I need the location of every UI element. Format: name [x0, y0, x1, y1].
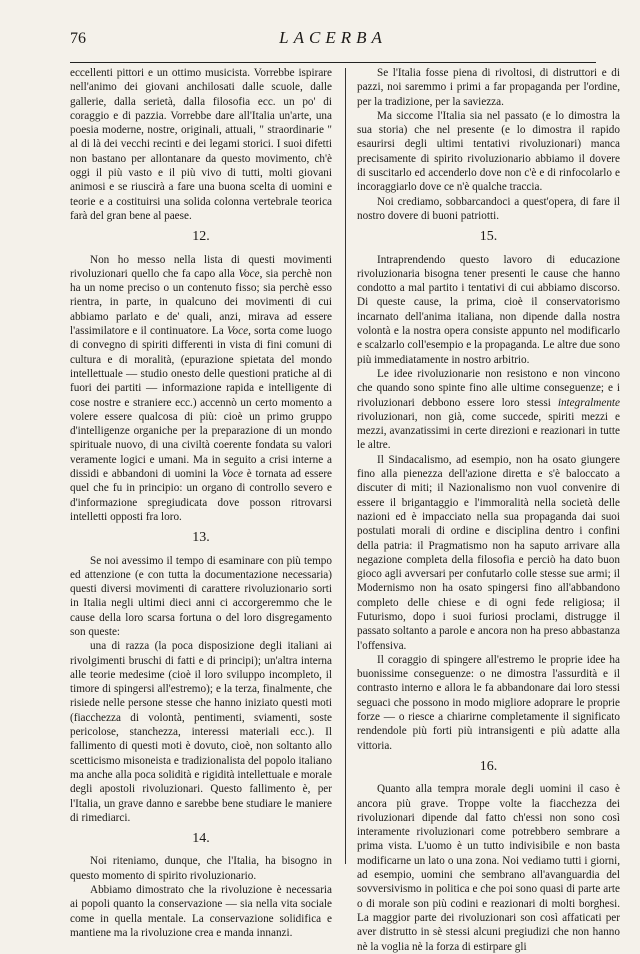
section-heading-12: 12.: [192, 229, 210, 245]
paragraph: Ma siccome l'Italia sia nel passato (e lo dimostra la sua storia) che nel presente (e lo dimostra il rapido esaurirsi degli ultimi tentativi rivoluzionari) manca precisamente di spirito rivoluzionario abbiamo il dovere di suscitarlo ed accenderlo dove non c'è e di rinfocolarlo e incoraggiarlo dove ce n'è qualche traccia.: [357, 109, 620, 194]
paragraph: una di razza (la poca disposizione degli italiani ai rivolgimenti bruschi di fatti e di principi); un'altra interna alle teorie medesime (cioè il loro sviluppo incompleto, il timore di spingersi all'estremo); e la terza, finalmente, che risiede nelle persone stesse che hanno iniziato questi moti (fiacchezza di volontà, pentimenti, sviamenti, soste pericolose, stanchezza, interessi materiali ecc.). Il fallimento di questi moti è dovuto, cioè, non soltanto allo scetticismo misoneista e tradizionalista del popolo italiano ma anche alla poca solidità e rigidità intellettuale e morale degli apostoli rivoluzionari. Questo fallimento è, per l'Italia, un grave danno e sarebbe bene studiare le maniere di rimediarci.: [70, 640, 332, 824]
paragraph: Intraprendendo questo lavoro di educazione rivoluzionaria bisogna tener presenti le cause che hanno condotto a mal partito i tentativi di cui abbiamo discorso. Di queste cause, la prima, cioè il conservatorismo incarnato dell'anima italiana, non dipende dalla nostra volontà e la nostra opera consiste appunto nel modificarlo e scalzarlo coll'esempio e la propaganda. Le altre due sono più immediatamente in nostro arbitrio.: [357, 253, 620, 366]
paragraph: Non ho messo nella lista di questi movimenti rivoluzionari quello che fa capo alla Voce, sia perchè non ha un nome preciso o un contenuto fisso; sia perchè esso rientra, in parte, in qualcuno dei movimenti di cui abbiamo parlato e de' quali, anzi, mirava ad essere l'assimilatore e il continuatore. La Voce, sorta come luogo di convegno di spiriti differenti in vista di fini comuni di cultura e di moralità, (epurazione spietata del mondo intellettuale — studio onesto delle questioni pratiche al di fuori dei partiti — informazione rapida e intelligente di cose nostre e straniere ecc.) accennò un certo momento a volere essere qualcosa di più: cioè un primo gruppo d'intelligenze organiche per la preparazione di un mondo spirituale nuovo, di una civiltà coerente fondata su valori veramente logici e umani. Ma in seguito a crisi interne a dissidi e abbandoni di uomini la Voce è tornata ad essere quel che fu in principio: un organo di controllo severo e d'informazione spregiudicata dove posson ritrovarsi intelletti opposti fra loro.: [70, 253, 333, 523]
paragraph: Il coraggio di spingere all'estremo le proprie idee ha buonissime conseguenze: o ne dimostra l'assurdità e il contrasto interno e allora le fa abbandonare dai loro stessi seguaci che possono in modo migliore adoprare le proprie forze — o riesce a chiarirne completamente il significato rendendole più forti più intransigenti e più adatte alla vittoria.: [357, 653, 620, 752]
header-rule: [70, 62, 596, 63]
column-divider: [345, 68, 346, 864]
section-heading-14: 14.: [192, 831, 210, 847]
paragraph: Noi crediamo, sobbarcandoci a quest'opera, di fare il nostro dovere di buoni patriotti.: [357, 195, 620, 222]
running-title: LACERBA: [279, 28, 387, 47]
page-number: 76: [70, 30, 86, 47]
left-column: [70, 66, 332, 940]
paragraph: Quanto alla tempra morale degli uomini il caso è ancora più grave. Troppe volte la fiacchezza dei rivoluzionari dipende dal fatto ch'essi non sono così interamente rivoluzionari come potrebbero sembrare a prima vista. L'uomo è un tutto indivisibile e non basta modificarne un lato o una zona. Noi vediamo tutti i giorni, ad esempio, uomini che sembrano all'avanguardia del sovversivismo in politica e che poi sono quasi di parte arte o di morale son più codini e reazionari di molti borghesi. La maggior parte dei rivoluzionari son così affaticati per aver distrutto in sè stessi alcuni pregiudizi che non hanno nè la voglia nè la forza di estirpare gli: [357, 783, 620, 953]
section-heading-13: 13.: [192, 530, 210, 546]
page-header: [70, 26, 596, 54]
paragraph: Noi riteniamo, dunque, che l'Italia, ha bisogno in questo momento di spirito rivoluzionario.: [70, 855, 332, 882]
paragraph: Se noi avessimo il tempo di esaminare con più tempo ed attenzione (e con tutta la documentazione necessaria) questi diversi movimenti di carattere rivoluzionario sorti in Italia negli ultimi dieci anni ci accorgeremmo che le cause della loro scarsa fortuna o del loro disgregamento son queste:: [70, 554, 332, 638]
section-heading-15: 15.: [479, 229, 498, 245]
right-column: [357, 66, 620, 954]
section-heading-16: 16.: [479, 758, 498, 774]
paragraph: eccellenti pittori e un ottimo musicista. Vorrebbe ispirare nell'animo dei giovani anchilosati dalle scuole, dalle gallerie, dalla serietà, dalla filosofia ecc. un po' di coraggio e di pazzia. Vorrebbe dare all'Italia un'arte, una poesia moderne, nostre, originali, attuali, " straordinarie " al di là dei vecchi recinti e dei legami storici. I suoi difetti non bastano per allontanare da questo movimento, ch'è oggi il più vasto e il più vivo di tutti, molti giovani animosi e se riuscirà a fare una buona scelta di uomini e teorie e a costituirsi una solida colonna vertebrale teorica farà del gran bene al paese.: [70, 67, 332, 222]
paragraph: Le idee rivoluzionarie non resistono e non vincono che quando sono spinte fino alle ultime conseguenze; e i rivoluzionari debbono essere loro stessi integralmente rivoluzionari, non già, come succede, spiriti mezzi e mezzi, avanzatissimi in certe direzioni e reazionari in tutte le altre.: [357, 367, 620, 452]
paragraph: Abbiamo dimostrato che la rivoluzione è necessaria ai popoli quanto la conservazione — sia nella vita sociale come in quella mentale. La conservazione solidifica e mantiene ma la rivoluzione crea e manda innanzi.: [70, 884, 332, 939]
paragraph: Il Sindacalismo, ad esempio, non ha osato giungere fino alla pienezza dell'azione diretta e s'è baloccato a discuter di miti; il Nazionalismo non vuol convenire di essere il brigantaggio e l'immoralità nella società delle nazioni ed è impacciato nella sua propaganda dai suoi postulati morali di ordine e disciplina dentro i confini della patria: il Pragmatismo non ha saputo arrivare alla negazione completa della filosofia e perciò ha dato buon gioco agli avversari per confutarlo colle stesse sue armi; il Modernismo non ha osato spingersi fino all'abbandono completo delle chiese e di ogni fede religiosa; il Futurismo, dopo i suoi furiosi proclami, distrugge il passato soltanto a parole e ancora non ha preso abbastanza l'offensiva.: [357, 453, 620, 652]
paragraph: Se l'Italia fosse piena di rivoltosi, di distruttori e di pazzi, noi saremmo i primi a far propaganda per l'ordine, per la tradizione, per la saviezza.: [357, 67, 620, 108]
